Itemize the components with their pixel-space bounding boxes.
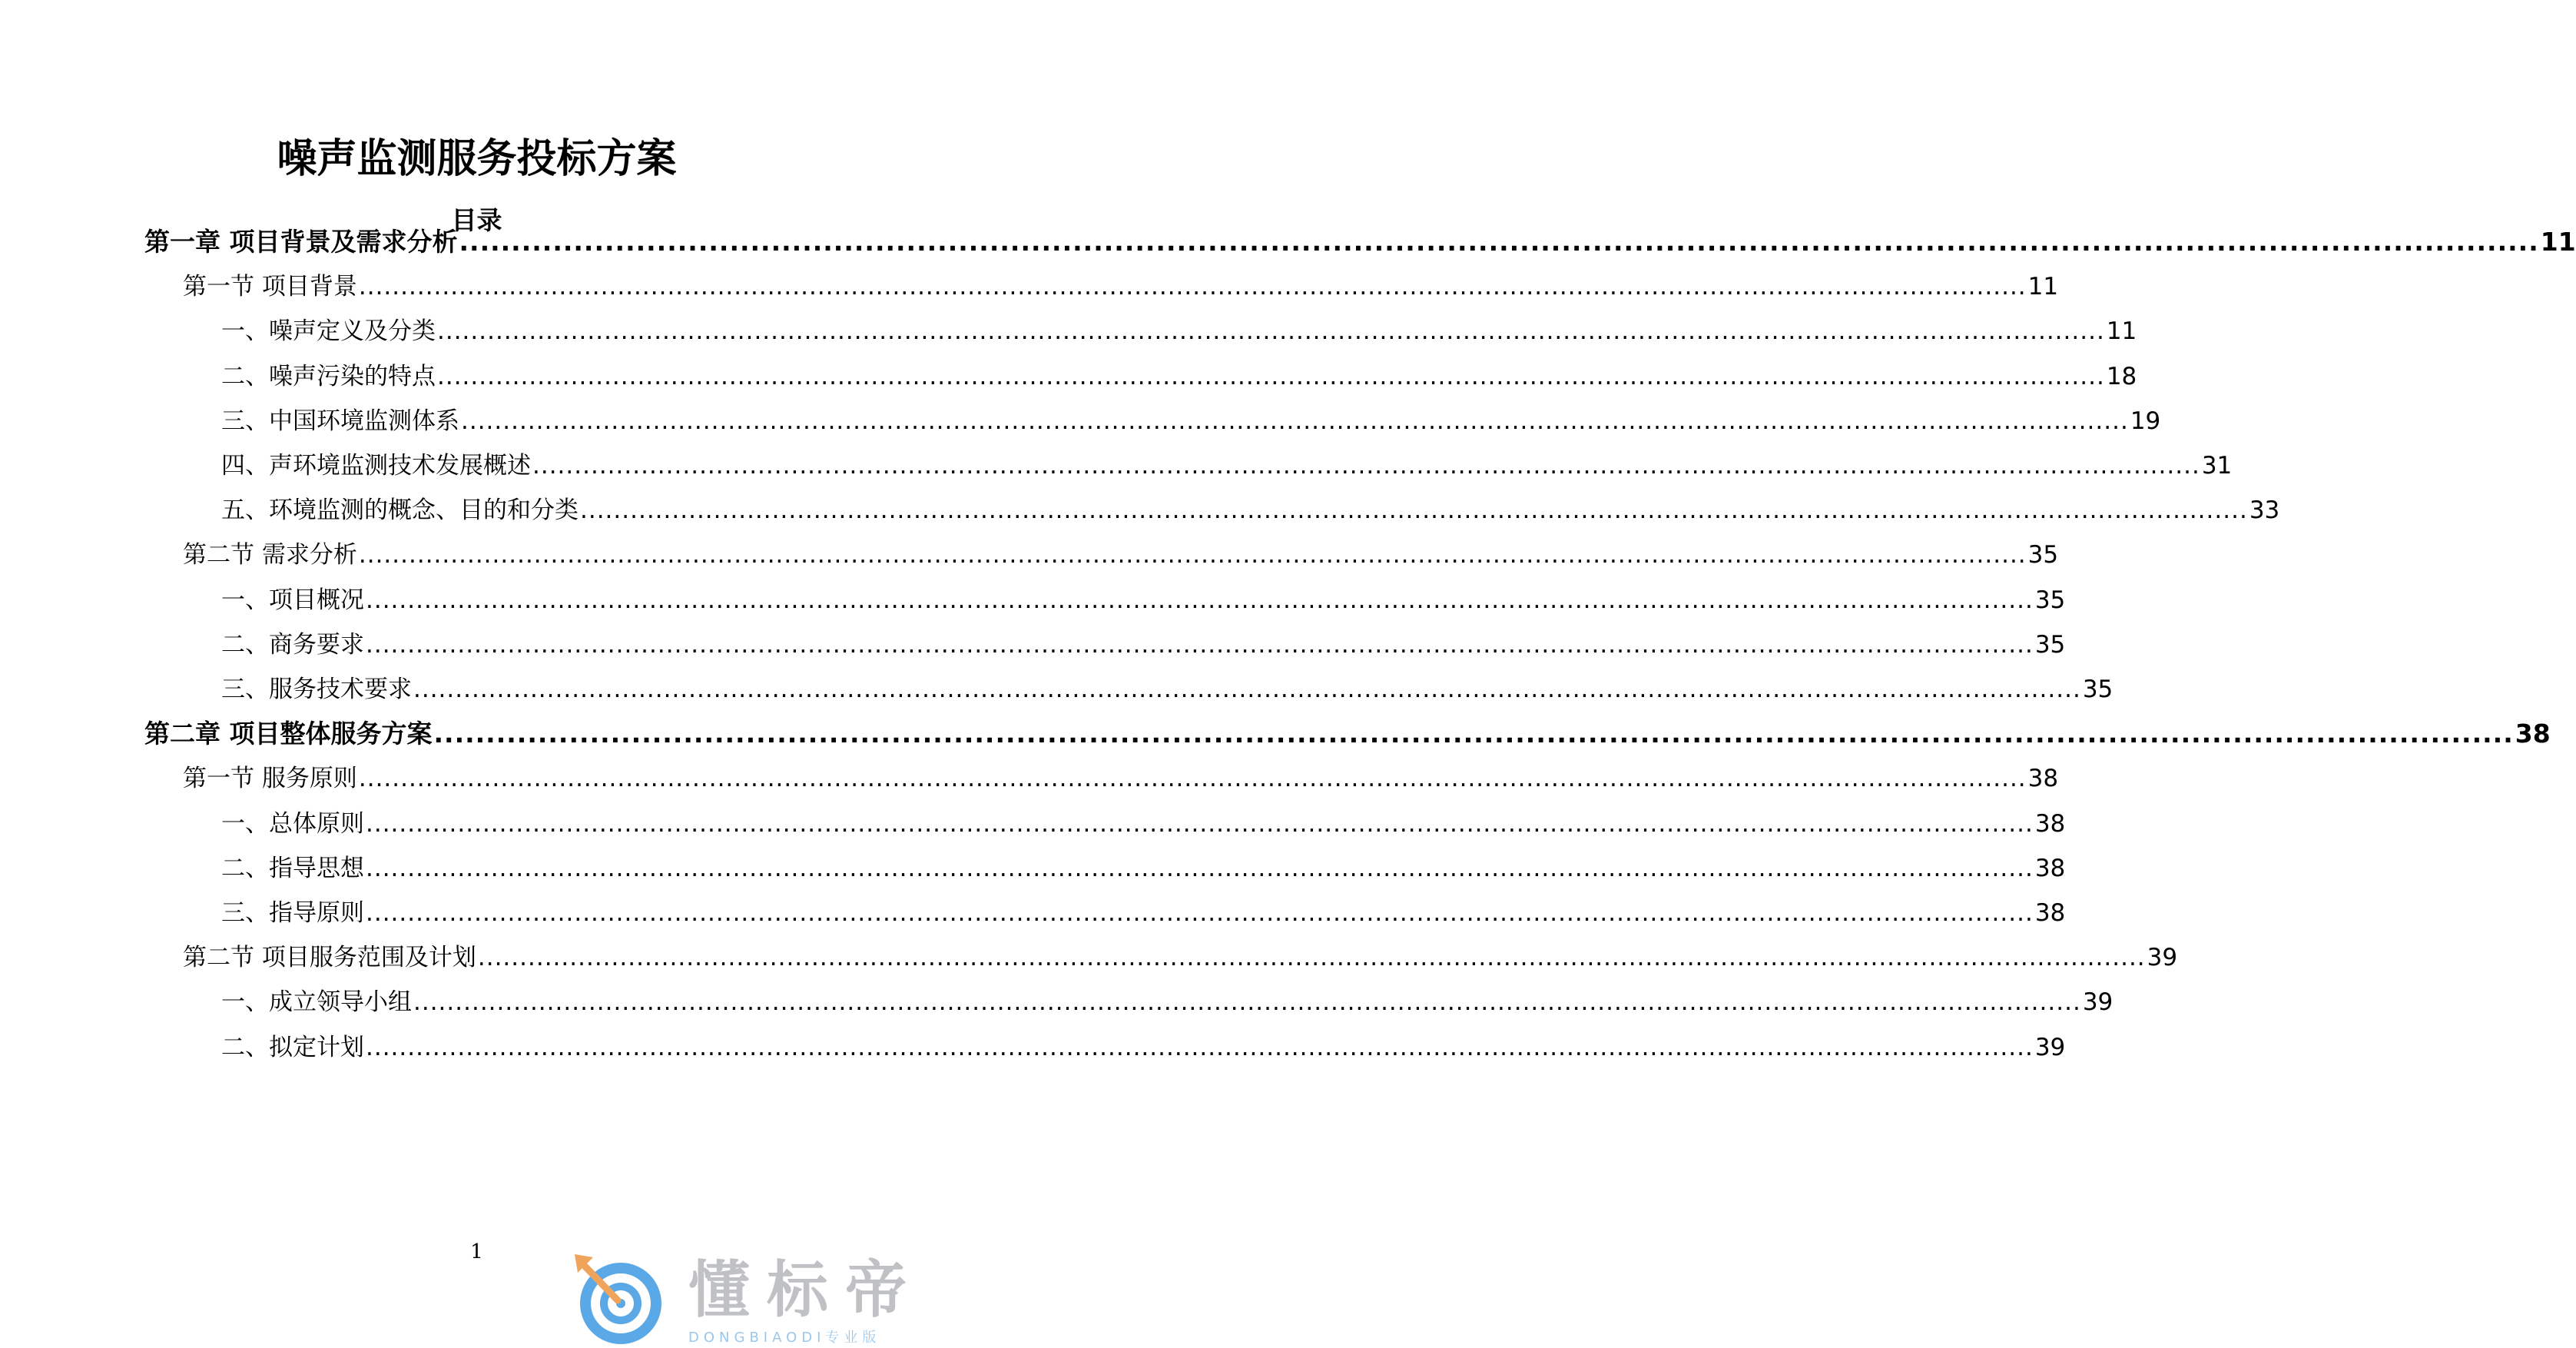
toc-entry[interactable] — [183, 762, 2059, 795]
dot-leader: ........................................................................................................................................................................................................ — [358, 765, 2027, 792]
toc-entry-page: 11 — [2106, 317, 2137, 345]
toc-entry-label: 二、指导思想 — [221, 855, 364, 882]
dot-leader: ........................................................................................................................................................................................................ — [366, 810, 2034, 838]
toc-entry-label: 三、服务技术要求 — [221, 676, 412, 703]
toc-entry[interactable] — [221, 1031, 2066, 1064]
toc-entry-label: 二、商务要求 — [221, 631, 364, 659]
toc-entry[interactable] — [221, 449, 2233, 483]
toc-entry-label: 一、项目概况 — [221, 586, 364, 614]
toc-entry-page: 35 — [2082, 676, 2114, 703]
toc-entry[interactable] — [221, 314, 2137, 348]
toc-entry-label: 二、拟定计划 — [221, 1034, 364, 1061]
dot-leader: ........................................................................................................................................................................................................ — [366, 899, 2034, 927]
toc-entry-label: 五、环境监测的概念、目的和分类 — [221, 496, 579, 524]
toc-entry-label: 第一章 项目背景及需求分析 — [144, 227, 458, 257]
toc-entry[interactable] — [221, 807, 2066, 841]
toc-entry-label: 一、总体原则 — [221, 810, 364, 838]
toc-entry-label: 三、中国环境监测体系 — [221, 407, 459, 435]
dot-leader: ........................................................................................................................................................................................................ — [413, 676, 2081, 703]
page-number: 1 — [470, 1240, 483, 1263]
target-logo-icon — [573, 1253, 665, 1348]
watermark — [573, 1253, 942, 1348]
toc-entry-label: 第二章 项目整体服务方案 — [144, 719, 433, 749]
dot-leader: ........................................................................................................................................................................................................ — [358, 273, 2027, 300]
toc-entry[interactable] — [221, 360, 2137, 393]
toc-entry[interactable] — [144, 225, 2576, 259]
toc-entry-label: 一、成立领导小组 — [221, 988, 412, 1016]
toc-entry[interactable] — [221, 583, 2066, 617]
toc-entry-page: 35 — [2034, 631, 2066, 659]
toc-entry[interactable] — [221, 404, 2161, 438]
toc-entry[interactable] — [221, 672, 2114, 706]
toc-heading: 目录 — [451, 205, 502, 235]
toc-entry-label: 三、指导原则 — [221, 899, 364, 927]
dot-leader: ........................................................................................................................................................................................................ — [532, 452, 2200, 480]
toc-entry[interactable] — [183, 538, 2059, 572]
toc-entry-page: 31 — [2201, 452, 2233, 480]
dot-leader: ........................................................................................................................................................................................................ — [366, 586, 2034, 614]
watermark-brand: 懂标帝 — [688, 1254, 923, 1326]
toc-entry-page: 19 — [2130, 407, 2161, 435]
toc-entry-page: 35 — [2027, 541, 2059, 569]
toc-entry-page: 38 — [2034, 899, 2066, 927]
toc-entry[interactable] — [221, 852, 2066, 885]
toc-entry-page: 35 — [2034, 586, 2066, 614]
toc-entry-page: 38 — [2034, 810, 2066, 838]
toc-entry[interactable] — [183, 941, 2178, 974]
toc-entry-page: 39 — [2034, 1034, 2066, 1061]
dot-leader: ........................................................................................................................................................................................................ — [433, 719, 2514, 749]
toc-entry-page: 33 — [2249, 496, 2280, 524]
toc-entry-page: 39 — [2082, 988, 2114, 1016]
toc-entry[interactable] — [221, 493, 2280, 527]
toc-entry-label: 一、噪声定义及分类 — [221, 317, 436, 345]
toc-entry-page: 38 — [2515, 719, 2551, 749]
toc-entry-page: 11 — [2540, 227, 2576, 257]
dot-leader: ........................................................................................................................................................................................................ — [459, 227, 2539, 257]
dot-leader: ........................................................................................................................................................................................................ — [366, 1034, 2034, 1061]
dot-leader: ........................................................................................................................................................................................................ — [358, 541, 2027, 569]
toc-entry-label: 第二节 需求分析 — [183, 541, 357, 569]
document-title: 噪声监测服务投标方案 — [277, 136, 677, 182]
dot-leader: ........................................................................................................................................................................................................ — [366, 631, 2034, 659]
watermark-subtitle: DONGBIAODI专业版 — [688, 1330, 881, 1346]
toc-entry[interactable] — [183, 270, 2059, 304]
toc-entry-page: 11 — [2027, 273, 2059, 300]
toc-entry-page: 39 — [2147, 944, 2178, 971]
toc-entry-label: 第二节 项目服务范围及计划 — [183, 944, 476, 971]
toc-entry[interactable] — [221, 628, 2066, 662]
dot-leader: ........................................................................................................................................................................................................ — [437, 363, 2105, 390]
toc-entry-page: 18 — [2106, 363, 2137, 390]
toc-entry[interactable] — [221, 896, 2066, 930]
dot-leader: ........................................................................................................................................................................................................ — [461, 407, 2129, 435]
dot-leader: ........................................................................................................................................................................................................ — [580, 496, 2248, 524]
toc-entry-label: 第一节 服务原则 — [183, 765, 357, 792]
toc-entry-page: 38 — [2027, 765, 2059, 792]
toc-entry-label: 第一节 项目背景 — [183, 273, 357, 300]
toc-entry[interactable] — [221, 985, 2114, 1019]
dot-leader: ........................................................................................................................................................................................................ — [477, 944, 2146, 971]
toc-entry[interactable] — [144, 717, 2551, 751]
dot-leader: ........................................................................................................................................................................................................ — [437, 317, 2105, 345]
toc-entry-label: 四、声环境监测技术发展概述 — [221, 452, 531, 480]
toc-entry-label: 二、噪声污染的特点 — [221, 363, 436, 390]
dot-leader: ........................................................................................................................................................................................................ — [366, 855, 2034, 882]
toc-entry-page: 38 — [2034, 855, 2066, 882]
dot-leader: ........................................................................................................................................................................................................ — [413, 988, 2081, 1016]
